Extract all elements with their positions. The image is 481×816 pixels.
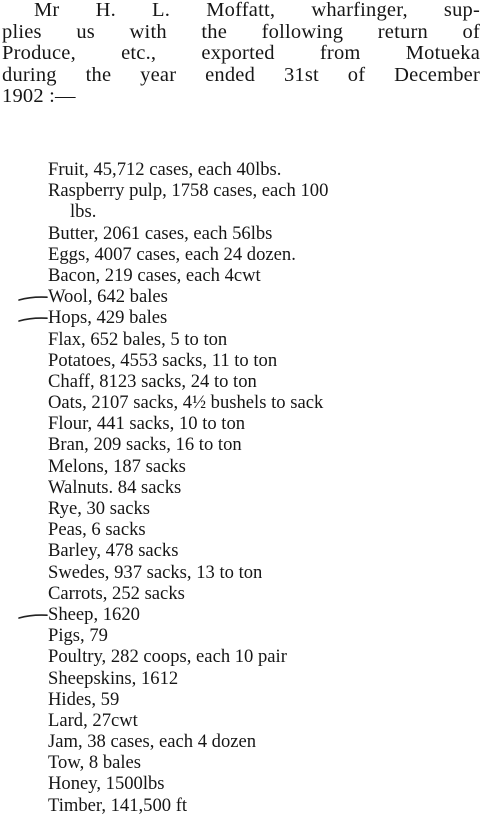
produce-item-text: Sheepskins, 1612 <box>48 667 179 689</box>
produce-item-text: Lard, 27cwt <box>48 709 138 731</box>
produce-item <box>48 498 478 519</box>
produce-item <box>48 604 478 625</box>
produce-item <box>48 307 478 328</box>
produce-item-text: Bran, 209 sacks, 16 to ton <box>48 434 242 456</box>
produce-item-text: Eggs, 4007 cases, each 24 dozen. <box>48 243 296 265</box>
produce-item-text: Wool, 642 bales <box>48 286 168 308</box>
produce-item-continuation: lbs. <box>70 201 97 223</box>
produce-item <box>48 223 478 244</box>
produce-item <box>48 773 478 794</box>
produce-item-text: Peas, 6 sacks <box>48 519 146 541</box>
produce-item-text: Rye, 30 sacks <box>48 498 151 520</box>
produce-item-text: Pigs, 79 <box>48 625 108 647</box>
produce-item <box>48 668 478 689</box>
produce-item-text: Bacon, 219 cases, each 4cwt <box>48 264 261 286</box>
produce-item <box>48 371 478 392</box>
produce-item <box>48 583 478 604</box>
produce-item <box>48 434 478 455</box>
produce-item <box>48 180 478 222</box>
produce-item <box>48 731 478 752</box>
produce-item <box>48 350 478 371</box>
produce-item-text: Walnuts. 84 sacks <box>48 476 182 498</box>
produce-list <box>48 159 478 816</box>
produce-item-text: Poultry, 282 coops, each 10 pair <box>48 646 287 668</box>
produce-item-text: Raspberry pulp, 1758 cases, each 100 <box>48 180 329 202</box>
produce-item-text: Tow, 8 bales <box>48 752 142 774</box>
intro-line: Produce, etc., exported from Motueka <box>2 42 480 64</box>
produce-item <box>48 392 478 413</box>
produce-item <box>48 519 478 540</box>
produce-item-text: Flour, 441 sacks, 10 to ton <box>48 413 246 435</box>
produce-item-text: Oats, 2107 sacks, 4½ bushels to sack <box>48 392 324 414</box>
produce-item <box>48 752 478 773</box>
produce-item-text: Barley, 478 sacks <box>48 540 179 562</box>
produce-item <box>48 562 478 583</box>
produce-item <box>48 795 478 816</box>
produce-item-text: Melons, 187 sacks <box>48 455 186 477</box>
produce-item-text: Hops, 429 bales <box>48 307 168 329</box>
pen-tick-mark-icon <box>18 315 48 323</box>
produce-item <box>48 456 478 477</box>
produce-item <box>48 413 478 434</box>
produce-item-text: Sheep, 1620 <box>48 603 140 625</box>
pen-tick-mark-icon <box>18 612 48 620</box>
produce-item <box>48 159 478 180</box>
produce-item-text: Carrots, 252 sacks <box>48 582 185 604</box>
pen-tick-mark-icon <box>18 294 48 302</box>
intro-line: during the year ended 31st of December <box>2 63 480 86</box>
produce-item-text: Jam, 38 cases, each 4 dozen <box>48 731 257 753</box>
produce-item <box>48 646 478 667</box>
produce-item <box>48 477 478 498</box>
intro-line: Mr H. L. Moffatt, wharfinger, sup- <box>34 0 480 21</box>
produce-item-text: Flax, 652 bales, 5 to ton <box>48 328 228 350</box>
produce-item <box>48 625 478 646</box>
produce-item <box>48 540 478 561</box>
intro-line: plies us with the following return of <box>2 20 480 43</box>
produce-item <box>48 286 478 307</box>
produce-item <box>48 329 478 350</box>
produce-item <box>48 689 478 710</box>
produce-item-text: Chaff, 8123 sacks, 24 to ton <box>48 370 257 392</box>
produce-item-text: Butter, 2061 cases, each 56lbs <box>48 222 273 244</box>
produce-item-text: Fruit, 45,712 cases, each 40lbs. <box>48 159 282 180</box>
produce-item-text: Hides, 59 <box>48 688 120 710</box>
intro-paragraph <box>2 0 480 108</box>
intro-line: 1902 :— <box>2 85 76 107</box>
produce-item <box>48 710 478 731</box>
produce-item-text: Swedes, 937 sacks, 13 to ton <box>48 561 263 583</box>
produce-item-text: Potatoes, 4553 sacks, 11 to ton <box>48 349 278 371</box>
produce-item <box>48 244 478 265</box>
produce-item-text: Timber, 141,500 ft <box>48 794 188 816</box>
produce-item <box>48 265 478 286</box>
produce-item-text: Honey, 1500lbs <box>48 773 165 795</box>
